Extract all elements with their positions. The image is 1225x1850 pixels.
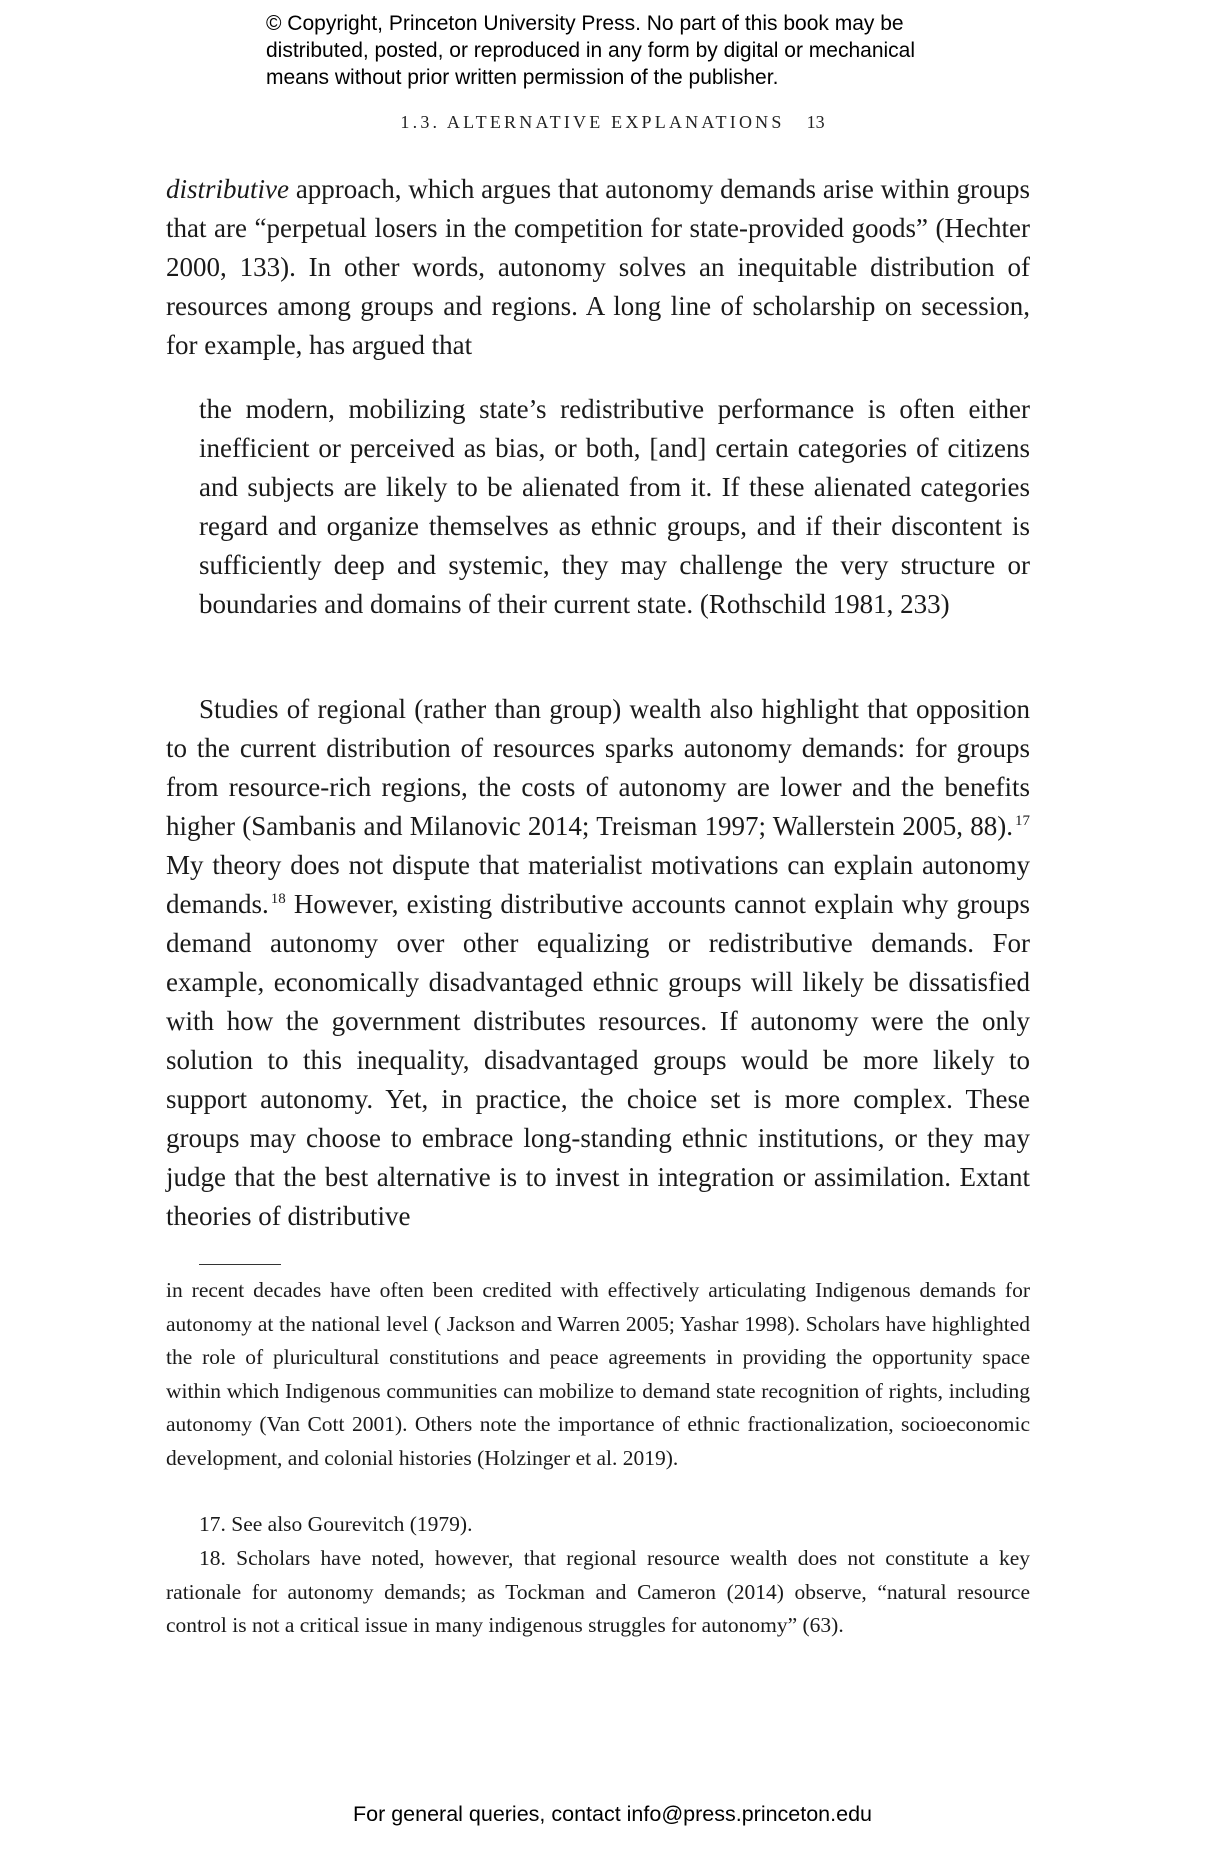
paragraph-text: However, existing distributive accounts cannot explain why groups demand autonomy over other equalizing or redistributive demands. For example, economically disadvantaged ethnic groups will likely be dissatisfied with how the government distributes resources. If autonomy were the only solution to this inequality, disadvantaged groups would be more likely to support autonomy. Yet, in practice, the choice set is more complex. These groups may choose to embrace long-standing ethnic institutions, or they may judge that the best alternative is to invest in integration or assimilation. Extant theories of distributive	[166, 889, 1030, 1231]
running-head-section: 1.3. ALTERNATIVE EXPLANATIONS	[400, 112, 785, 132]
footnote-17: 17. See also Gourevitch (1979).	[199, 1512, 473, 1536]
body-paragraph-2	[166, 690, 1030, 1236]
footnote-ref-18[interactable]: 18	[270, 891, 286, 907]
paragraph-text: Studies of regional (rather than group) wealth also highlight that opposition to the current distribution of resources sparks autonomy demands: for groups from resource-rich regions, the costs of autonomy are lower and the benefits higher (Sambanis and Milanovic 2014; Treisman 1997; Wallerstein 2005, 88).	[166, 694, 1030, 841]
copyright-notice	[266, 10, 1026, 91]
copyright-line: © Copyright, Princeton University Press. No part of this book may be	[266, 12, 904, 35]
running-head	[0, 112, 1225, 133]
body-paragraph-1	[166, 170, 1030, 365]
contact-footer: For general queries, contact info@press.princeton.edu	[352, 1802, 872, 1826]
block-quote: the modern, mobilizing state’s redistributive performance is often either inefficient or perceived as bias, or both, [and] certain categories of citizens and subjects are likely to be alienated from it. If these alienated categories regard and organize themselves as ethnic groups, and if their discontent is sufficiently deep and systemic, they may challenge the very structure or boundaries and domains of their current state. (Rothschild 1981, 233)	[199, 394, 1030, 619]
footnote-ref-17[interactable]: 17	[1015, 813, 1030, 829]
copyright-line: distributed, posted, or reproduced in any form by digital or mechanical	[266, 39, 916, 62]
footnote-continued: in recent decades have often been credited with effectively articulating Indigenous demands for autonomy at the national level ( Jackson and Warren 2005; Yashar 1998). Scholars have highlighted the role of pluricultural constitutions and peace agreements in providing the opportunity space within which Indigenous communities can mobilize to demand state recognition of rights, including autonomy (Van Cott 2001). Others note the importance of ethnic fractionalization, socioeconomic development, and colonial histories (Holzinger et al. 2019).	[166, 1278, 1030, 1470]
italic-term: distributive	[166, 174, 289, 204]
footnote-18: 18. Scholars have noted, however, that regional resource wealth does not constitute a key rationale for autonomy demands; as Tockman and Cameron (2014) observe, “natural resource control is not a critical issue in many indigenous struggles for autonomy” (63).	[166, 1546, 1030, 1637]
page-number: 13	[806, 112, 825, 132]
footnote-divider	[199, 1264, 281, 1265]
paragraph-text: My theory does not dispute that materialist motivations can explain autonomy demands.	[166, 850, 1030, 919]
paragraph-text: approach, which argues that autonomy demands arise within groups that are “perpetual losers in the competition for state-provided goods” (Hechter 2000, 133). In other words, autonomy solves an inequitable distribution of resources among groups and regions. A long line of scholarship on secession, for example, has argued that	[166, 174, 1030, 360]
copyright-line: means without prior written permission of the publisher.	[266, 66, 779, 89]
